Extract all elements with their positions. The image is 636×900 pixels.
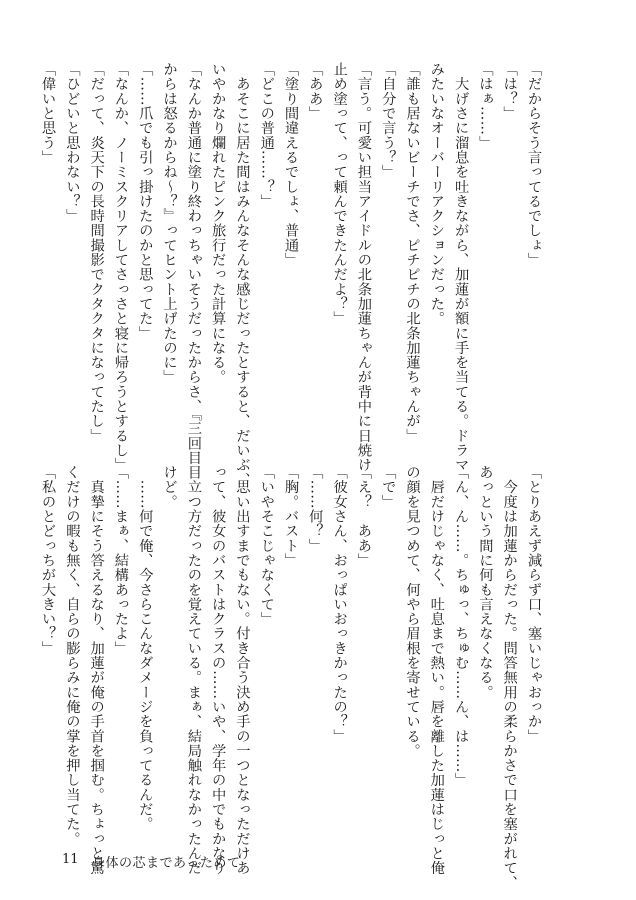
text-line: 思い出すまでもない。付き合う決め手の一つとなっただけあ (234, 465, 251, 876)
text-line: 「はぁ……」 (477, 62, 494, 150)
text-line: 「私のとどっちが大きい？」 (40, 465, 57, 656)
text-line: 止め塗って、って頼んできたんだよ？」 (331, 62, 348, 326)
text-line: 「どこの普通……？」 (258, 62, 275, 209)
text-line: 「なんか普通に塗り終わっちゃいそうだったからさ、『三回目 (185, 62, 202, 466)
text-line: 「え？ ああ」 (355, 465, 372, 568)
text-line: 「……何？」 (307, 465, 324, 553)
text-line: の顔を見つめて、何やら眉根を寄せている。 (404, 465, 421, 758)
text-line: 「自分で言う？」 (380, 62, 397, 180)
text-line: あっという間に何も言えなくなる。 (477, 465, 494, 700)
running-title: 身体の芯まであっためて (92, 856, 241, 871)
text-line: あそこに居た間はみんなそんな感じだったとすると、だいぶ、 (234, 62, 251, 487)
text-line: 「は？」 (501, 62, 518, 121)
text-line: 「いやそこじゃなくて」 (258, 465, 275, 627)
text-line: けど。 (161, 465, 178, 509)
text-line: 大げさに溜息を吐きながら、加蓮が額に手を当てる。ドラマ (453, 62, 470, 473)
text-line: 今度は加蓮からだった。問答無用の柔らかさで口を塞がれて、 (501, 465, 518, 890)
text-line: 「ん、ん……。ちゅっ、ちゅむ……ん、は……」 (453, 465, 470, 788)
text-line: って、彼女のバストはクラスの……いや、学年の中でもかなり (210, 465, 227, 876)
text-line: 「で」 (380, 465, 397, 509)
text-line: 「なんか、ノーミスクリアしてさっさと寝に帰ろうとするし」 (112, 62, 129, 473)
text-line: くだけの暇も無く、自らの膨らみに俺の掌を押し当てた。 (64, 465, 81, 846)
text-line: 「塗り間違えるでしょ、普通」 (283, 62, 300, 268)
text-line: 真摯にそう答えるなり、加蓮が俺の手首を掴む。ちょっと驚 (88, 465, 105, 876)
text-line: 目立つ方だったのを覚えている。まぁ、結局触れなかったんだ (185, 465, 202, 876)
text-line: 「とりあえず減らず口、塞いじゃおっか」 (526, 465, 542, 744)
text-line: いやかなり爛れたピンク旅行だった計算になる。 (210, 62, 227, 385)
text-line: 「……まぁ、結構あったよ」 (112, 465, 129, 656)
text-line: 「誰も居ないビーチでさ、ピチピチの北条加蓮ちゃんが」 (404, 62, 421, 443)
text-line: 唇だけじゃなく、吐息まで熱い。唇を離した加蓮はじっと俺 (428, 465, 445, 876)
text-line: 「胸。バスト」 (283, 465, 300, 568)
text-line: 「言う。可愛い担当アイドルの北条加蓮ちゃんが背中に日焼け (355, 62, 372, 473)
text-line: ……何で俺、今さらこんなダメージを負ってるんだ。 (137, 465, 154, 832)
text-line: 「だって、炎天下の長時間撮影でクタクタになってたし」 (88, 62, 105, 443)
text-line: みたいなオーバーリアクションだった。 (428, 62, 445, 326)
page-number: 11 (62, 852, 79, 867)
text-line: 「ひどいと思わない？」 (64, 62, 81, 224)
text-line: 「だからそう言ってるでしょ」 (526, 62, 542, 268)
text-line: 「彼女さん、おっぱいおっきかったの？」 (331, 465, 348, 744)
text-line: 「ああ」 (307, 62, 324, 121)
text-line: 「……爪でも引っ掛けたのかと思ってた」 (137, 62, 154, 341)
text-line: 「偉いと思う」 (40, 62, 57, 165)
text-line: からは怒るからね～？』ってヒント上げたのに」 (161, 62, 178, 385)
